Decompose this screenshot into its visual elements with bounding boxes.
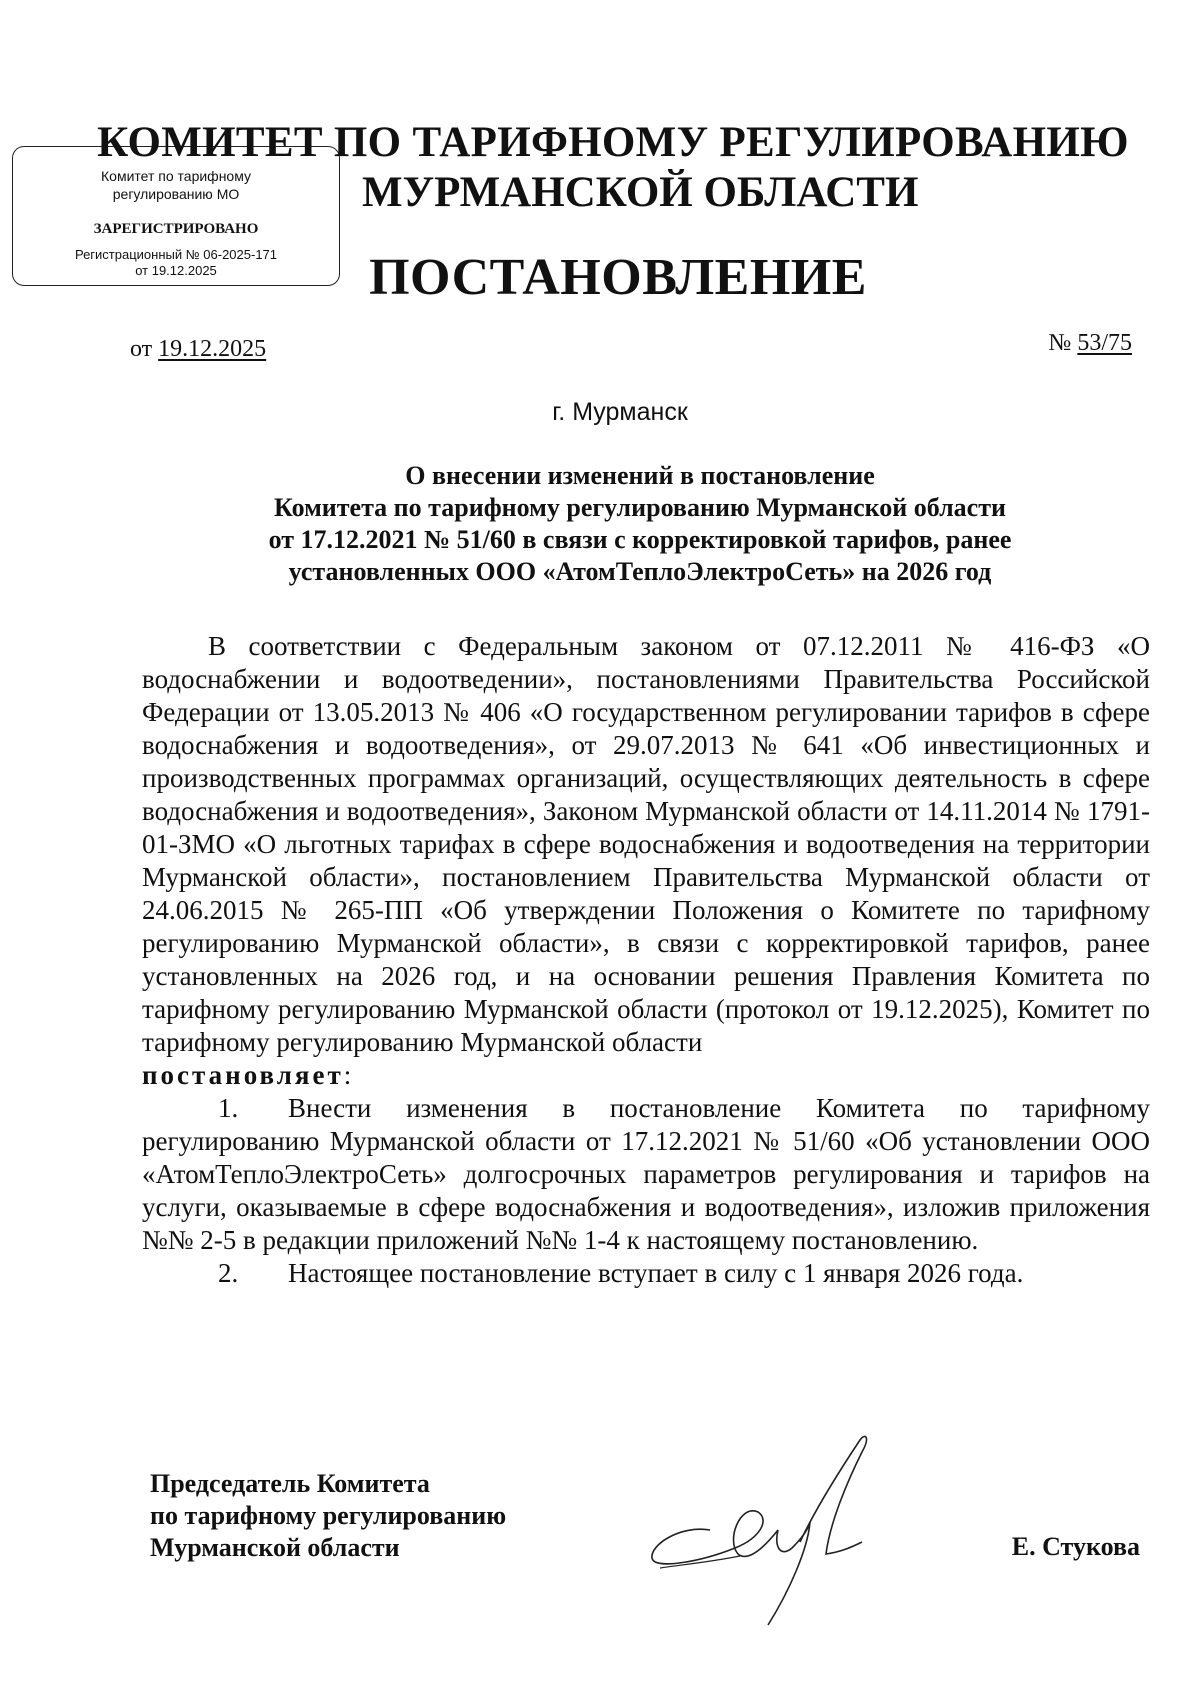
subject-line4: установленных ООО «АтомТеплоЭлектроСеть» на 2026 год [288,557,992,586]
handwritten-signature [640,1430,880,1630]
signer-position-line3: Мурманской области [150,1533,400,1562]
date-prefix: от [130,336,153,362]
stamp-reg-date: от 19.12.2025 [135,263,217,278]
subject-line3: от 17.12.2021 № 51/60 в связи с корректировкой тарифов, ранее [268,525,1012,554]
preamble-text: В соответствии с Федеральным законом от 07.12.2011 № 416-ФЗ «О водоснабжении и водоотведении», постановлениями Правительства Российской Федерации от 13.05.2013 № 406 «О государственном регулировании тарифов в сфере водоснабжения и водоотведения», от 29.07.2013 № 641 «Об инвестиционных и производственных программах организаций, осуществляющих деятельность в сфере водоснабжения и водоотведения», Законом Мурманской области от 14.11.2014 № 1791-01-ЗМО «О льготных тарифах в сфере водоснабжения и водоотведения на территории Мурманской области», постановлением Правительства Мурманской области от 24.06.2015 № 265-ПП «Об утверждении Положения о Комитете по тарифному регулированию Мурманской области», в связи с корректировкой тарифов, ранее установленных на 2026 год, и на основании решения Правления Комитета по тарифному регулированию Мурманской области (протокол от 19.12.2025), Комитет по тарифному регулированию Мурманской области [142,631,1150,1057]
item-number: 2. [218,1258,239,1288]
subject-line2: Комитета по тарифному регулированию Мурманской области [274,493,1006,522]
decree-word: постановляет [142,1060,344,1090]
city: г. Мурманск [552,398,688,426]
item-text: Внести изменения в постановление Комитета по тарифному регулированию Мурманской области от 17.12.2021 № 51/60 «Об установлении ООО «АтомТеплоЭлектроСеть» долгосрочных параметров регулирования и тарифов на услуги, оказываемые в сфере водоснабжения и водоотведения», изложив приложения №№ 2-5 в редакции приложений №№ 1-4 к настоящему постановлению. [142,1093,1150,1255]
number-prefix: № [1048,330,1072,356]
item-text: Настоящее постановление вступает в силу с 1 января 2026 года. [288,1258,1024,1288]
stamp-org-line1: Комитет по тарифному [101,168,251,184]
document-number [1048,330,1132,357]
document-date [130,336,266,363]
list-item [142,1092,1150,1257]
document-type-title: ПОСТАНОВЛЕНИЕ [369,249,867,306]
signer-position [150,1468,506,1564]
signer-name: Е. Стукова [1011,1532,1140,1561]
committee-name-line2: МУРМАНСКОЙ ОБЛАСТИ [362,169,919,216]
document-body [142,630,1150,1290]
stamp-status: ЗАРЕГИСТРИРОВАНО [93,221,259,237]
document-subject [200,460,1080,588]
decree-line [142,1059,1150,1092]
decree-colon: : [343,1060,352,1090]
subject-line1: О внесении изменений в постановление [405,461,875,490]
preamble-paragraph [142,630,1150,1059]
list-item [142,1257,1150,1290]
signer-position-line1: Председатель Комитета [150,1469,430,1498]
number-value: 53/75 [1077,330,1132,356]
stamp-organization [13,167,339,203]
item-number: 1. [218,1093,239,1123]
committee-name-line1: КОМИТЕТ ПО ТАРИФНОМУ РЕГУЛИРОВАНИЮ [97,119,1129,166]
stamp-reg-number: Регистрационный № 06-2025-171 [74,247,278,262]
stamp-org-line2: регулированию МО [112,186,240,202]
signer-position-line2: по тарифному регулированию [150,1501,507,1530]
date-value: 19.12.2025 [158,336,267,362]
